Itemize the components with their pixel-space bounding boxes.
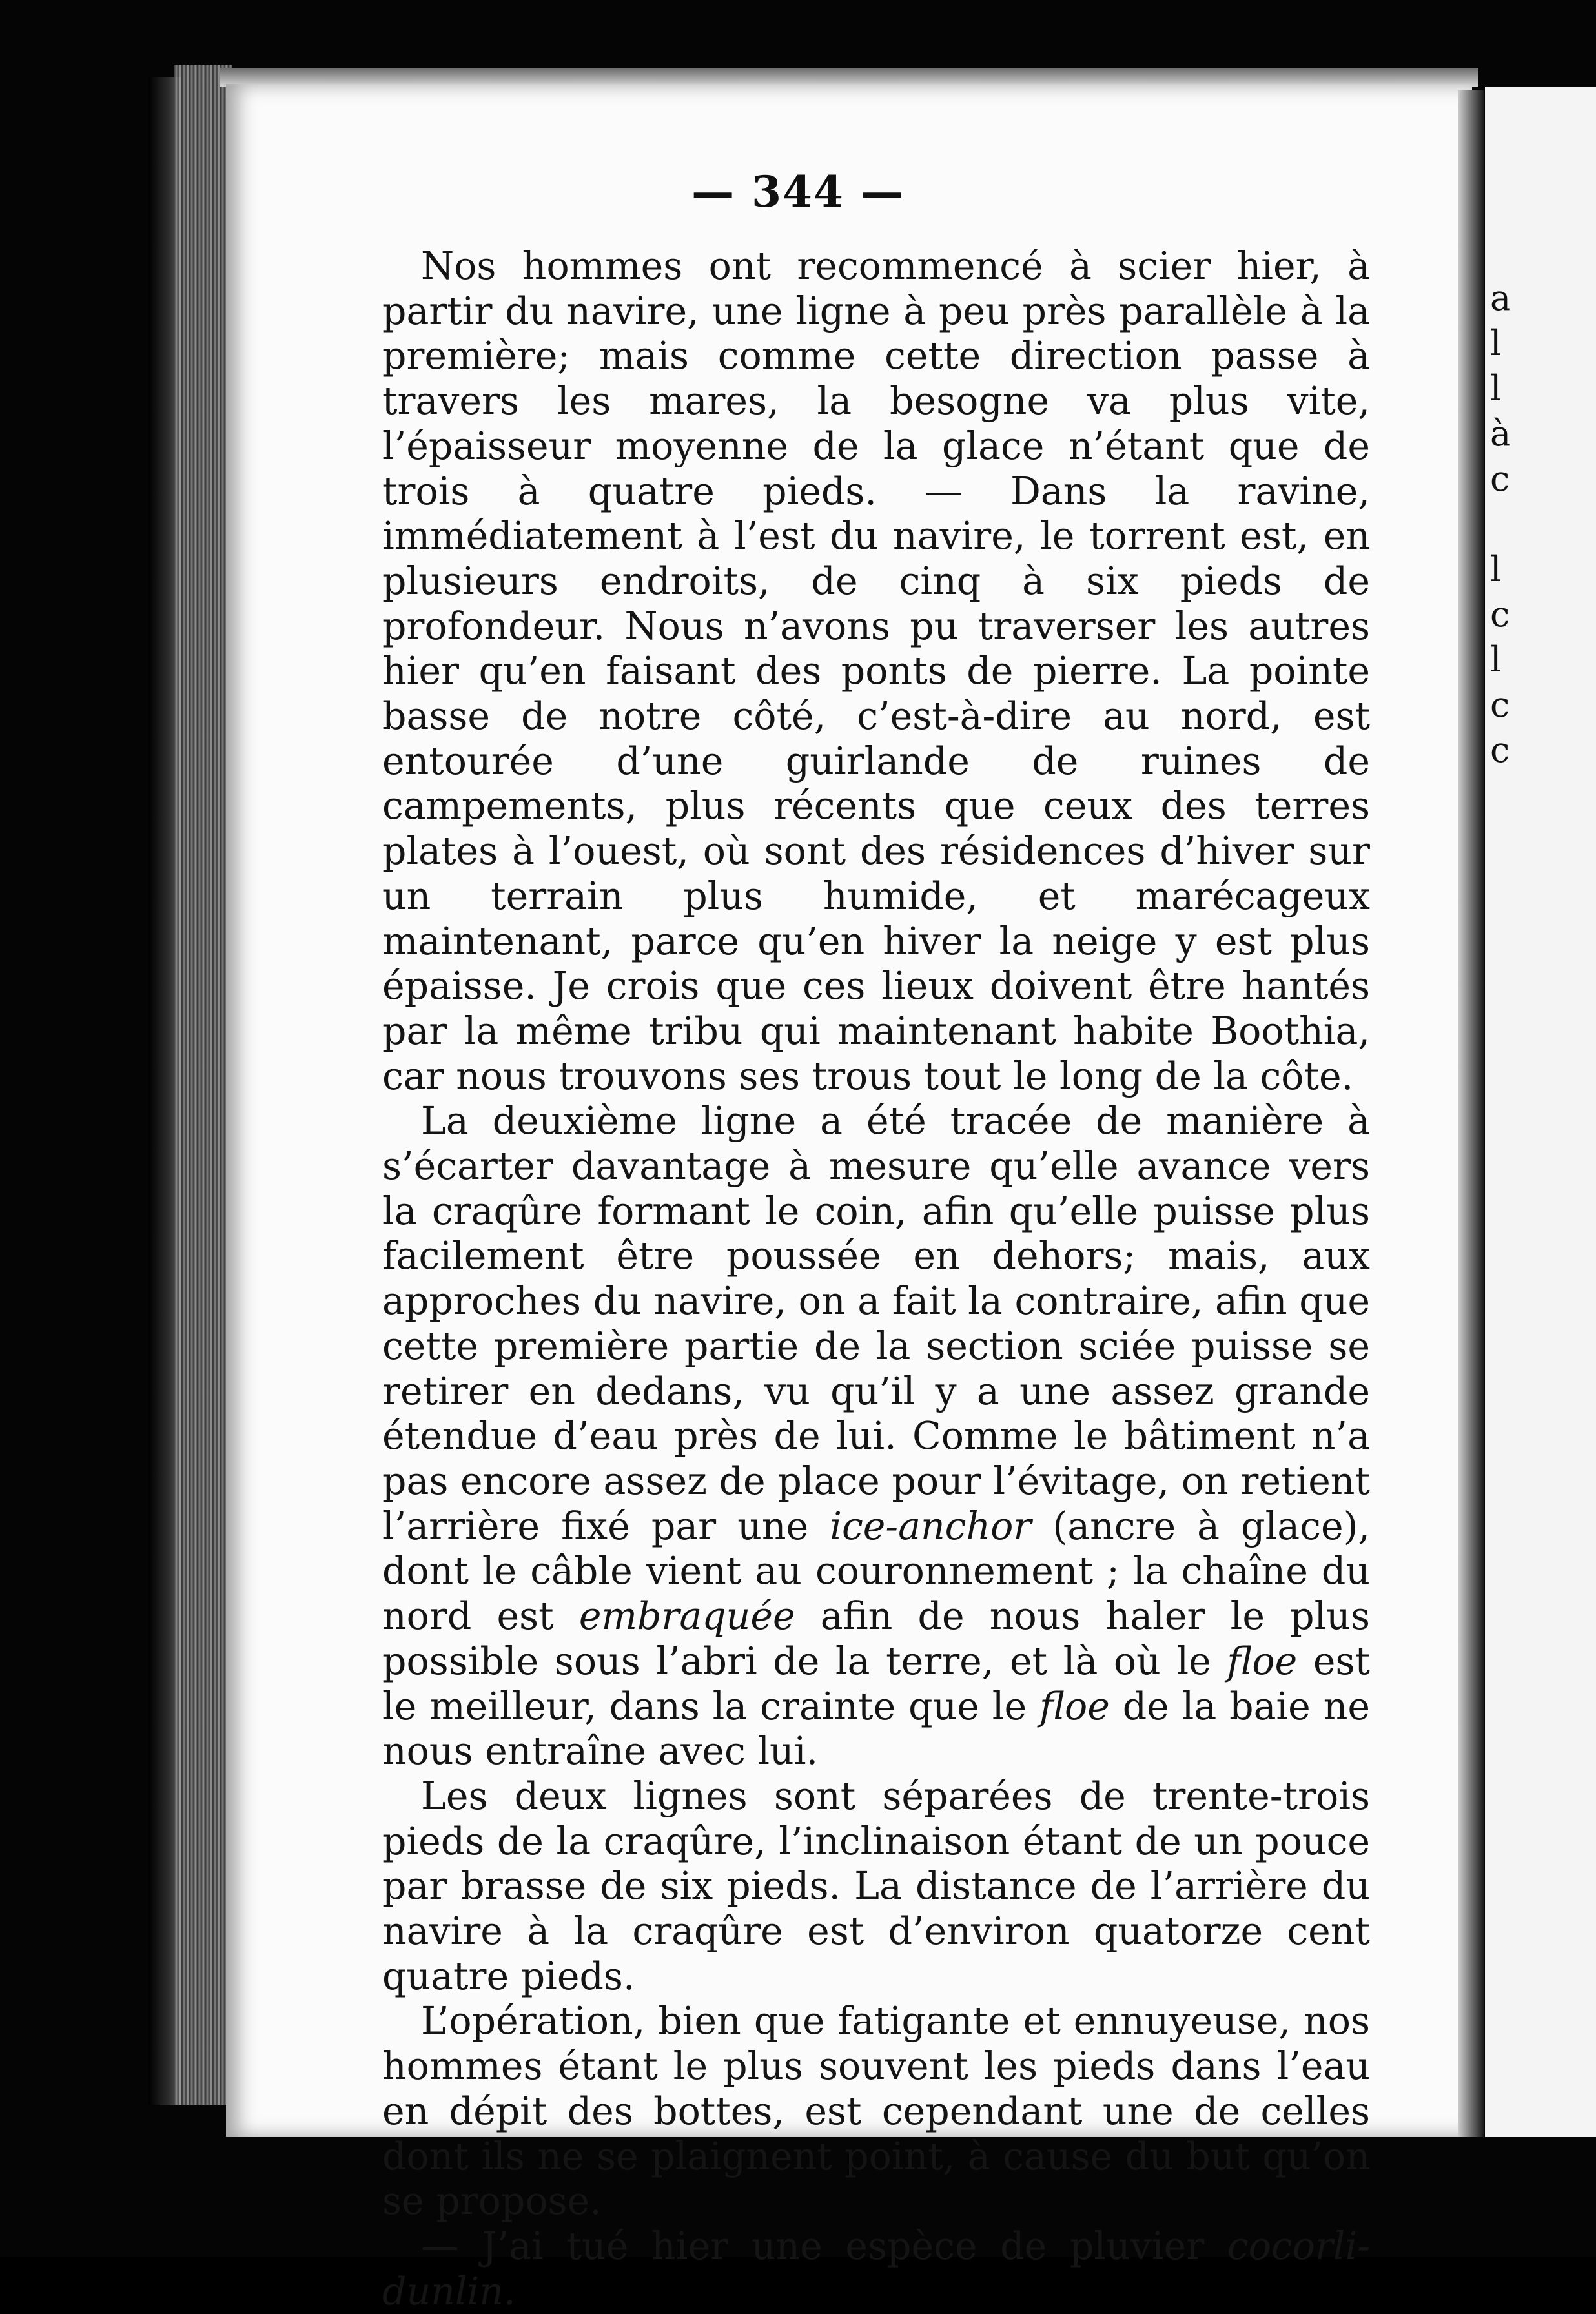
next-page-sliver [1485, 87, 1596, 2137]
book-gutter [1458, 90, 1484, 2137]
italic-term: cocorli-dunlin. [382, 2224, 1370, 2313]
paragraph [382, 2224, 1370, 2314]
italic-term: floe [1039, 1684, 1110, 1728]
next-page-letter-fragment: l [1490, 323, 1502, 363]
text-run: afin de nous haler le plus possible sous l’abri de la terre, et là où le [382, 1594, 1370, 1683]
text-run: Nos hommes ont recommencé à scier hier, à partir du navire, une ligne à peu près parallèle à la première; mais comme cette direction passe à travers les mares, la besogne va plus vite, l’épaisseur moyenne de la glace n’étant que de trois à quatre pieds. — Dans la ravine, immédiatement à l’est du navire, le torrent est, en plusieurs endroits, de cinq à six pieds de profondeur. Nous n’avons pu traverser les autres hier qu’en faisant des ponts de pierre. La pointe basse de notre côté, c’est-à-dire au nord, est entourée d’une guirlande de ruines de campements, plus récents que ceux des terres plates à l’ouest, où sont des résidences d’hiver sur un terrain plus humide, et marécageux maintenant, parce qu’en hiver la neige y est plus épaisse. Je crois que ces lieux doivent être hantés par la même tribu qui maintenant habite Boothia, car nous trouvons ses trous tout le long de la côte. [382, 244, 1370, 1098]
paragraph [382, 1099, 1370, 1774]
text-run: de la baie ne nous entraîne avec lui. [382, 1684, 1370, 1774]
text-run: (ancre à glace), dont le câble vient au couronnement ; la chaîne du nord est [382, 1504, 1370, 1639]
paragraph [382, 1774, 1370, 2000]
next-page-letter-fragment: c [1490, 730, 1510, 770]
page-block-edges [174, 65, 232, 2105]
next-page-letter-fragment: c [1490, 458, 1510, 499]
italic-term: ice-anchor [830, 1504, 1032, 1548]
next-page-letter-fragment: l [1490, 639, 1502, 680]
paragraph [382, 244, 1370, 1099]
text-run: L’opération, bien que fatigante et ennuyeuse, nos hommes étant le plus souvent les pieds dans l’eau en dépit des bottes, est cependant une de celles dont ils ne se plaignent point, à cause du but qu’on se propose. [382, 1999, 1370, 2224]
text-run: La deuxième ligne a été tracée de manière à s’écarter davantage à mesure qu’elle avance vers la craqûre formant le coin, afin qu’elle puisse plus facilement être poussée en dehors; mais, aux approches du navire, on a fait la contraire, afin que cette première partie de la section sciée puisse se retirer en dedans, vu qu’il y a une assez grande étendue d’eau près de lui. Comme le bâtiment n’a pas encore assez de place pour l’évitage, on retient l’arrière fixé par une [382, 1099, 1370, 1548]
next-page-letter-fragment: à [1490, 413, 1511, 454]
page-number: — 344 — [691, 167, 905, 217]
text-run: est le meilleur, dans la crainte que le [382, 1639, 1370, 1728]
text-run: Les deux lignes sont séparées de trente-trois pieds de la craqûre, l’inclinaison étant de un pouce par brasse de six pieds. La distance de l’arrière du navire à la craqûre est d’environ quatorze cent quatre pieds. [382, 1774, 1370, 1998]
next-page-letter-fragment: l [1490, 549, 1502, 589]
italic-term: floe [1227, 1639, 1298, 1683]
paragraph [382, 1999, 1370, 2224]
next-page-letter-fragment: l [1490, 368, 1502, 409]
next-page-letter-fragment: c [1490, 594, 1510, 635]
next-page-letter-fragment: c [1490, 684, 1510, 725]
page-body-text [382, 244, 1370, 2314]
italic-term: embraquée [578, 1594, 795, 1639]
next-page-letter-fragment: a [1490, 278, 1511, 318]
text-run: — J’ai tué hier une espèce de pluvier [421, 2224, 1227, 2268]
